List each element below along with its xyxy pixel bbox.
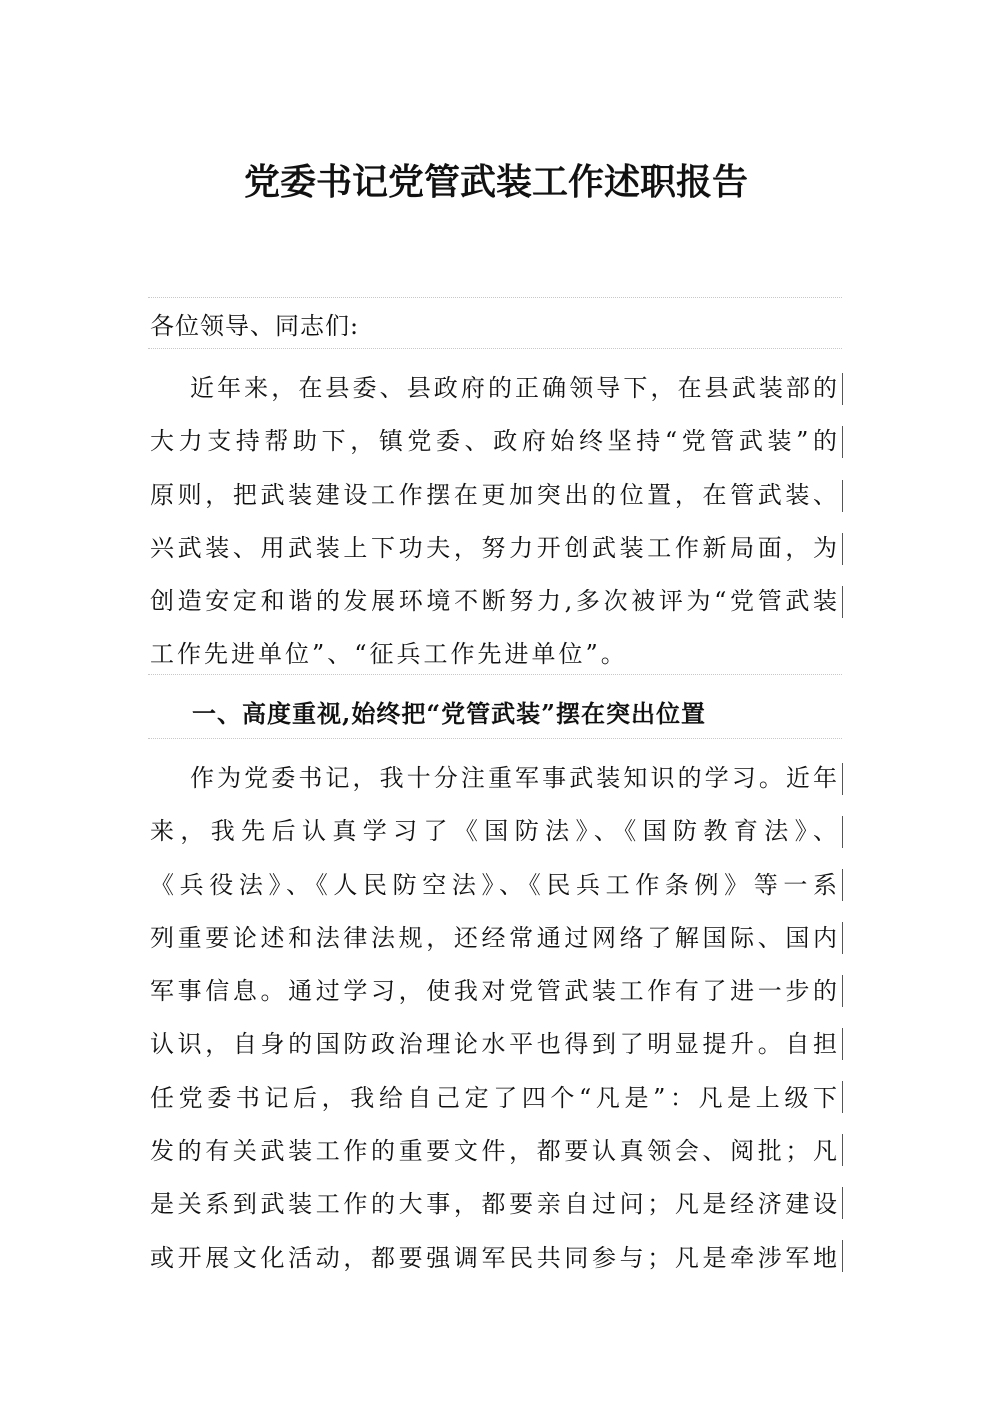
paragraph-line: 近年来，在县委、县政府的正确领导下，在县武装部的	[190, 374, 840, 402]
margin-mark	[842, 533, 843, 565]
document-title: 党委书记党管武装工作述职报告	[243, 161, 748, 203]
paragraph-line: 是关系到武装工作的大事，都要亲自过问；凡是经济建设	[150, 1190, 840, 1219]
margin-mark	[842, 426, 843, 458]
intro-paragraph	[150, 362, 840, 682]
paragraph-line: 大力支持帮助下，镇党委、政府始终坚持“党管武装”的	[150, 427, 840, 456]
divider	[148, 297, 842, 298]
margin-mark	[842, 373, 843, 405]
paragraph-line: 创造安定和谐的发展环境不断努力,多次被评为“党管武装	[150, 587, 840, 616]
margin-mark	[842, 1134, 843, 1166]
paragraph-line: 兴武装、用武装上下功夫，努力开创武装工作新局面，为	[150, 533, 840, 562]
paragraph-line: 工作先进单位”、“征兵工作先进单位”。	[150, 640, 628, 669]
margin-mark	[842, 1081, 843, 1113]
margin-mark	[842, 975, 843, 1007]
paragraph-line: 作为党委书记，我十分注重军事武装知识的学习。近年	[190, 764, 840, 792]
paragraph-line: 任党委书记后，我给自己定了四个“凡是”：凡是上级下	[150, 1083, 840, 1112]
margin-mark	[842, 869, 843, 901]
margin-mark	[842, 1028, 843, 1060]
margin-mark	[842, 922, 843, 954]
section-heading: 一、高度重视,始终把“党管武装”摆在突出位置	[192, 699, 706, 728]
divider	[148, 674, 842, 675]
paragraph-line: 军事信息。通过学习，使我对党管武装工作有了进一步的	[150, 977, 840, 1006]
paragraph-line: 《兵役法》、《人民防空法》、《民兵工作条例》等一系	[150, 870, 840, 899]
paragraph-line: 原则，把武装建设工作摆在更加突出的位置，在管武装、	[150, 480, 840, 509]
margin-mark	[842, 480, 843, 512]
margin-mark	[842, 586, 843, 618]
paragraph-line: 认识，自身的国防政治理论水平也得到了明显提升。自担	[150, 1030, 840, 1059]
paragraph-line: 来，我先后认真学习了《国防法》、《国防教育法》、	[150, 817, 840, 846]
margin-mark	[842, 1240, 843, 1272]
margin-mark	[842, 816, 843, 848]
paragraph-line: 发的有关武装工作的重要文件，都要认真领会、阅批；凡	[150, 1137, 840, 1166]
paragraph-line: 或开展文化活动，都要强调军民共同参与；凡是牵涉军地	[150, 1243, 840, 1272]
divider	[148, 738, 842, 739]
paragraph-line: 列重要论述和法律法规，还经常通过网络了解国际、国内	[150, 923, 840, 952]
margin-mark	[842, 763, 843, 795]
section-paragraph	[150, 752, 840, 1285]
margin-mark	[842, 1187, 843, 1219]
divider	[148, 348, 842, 349]
greeting: 各位领导、同志们:	[150, 312, 360, 340]
